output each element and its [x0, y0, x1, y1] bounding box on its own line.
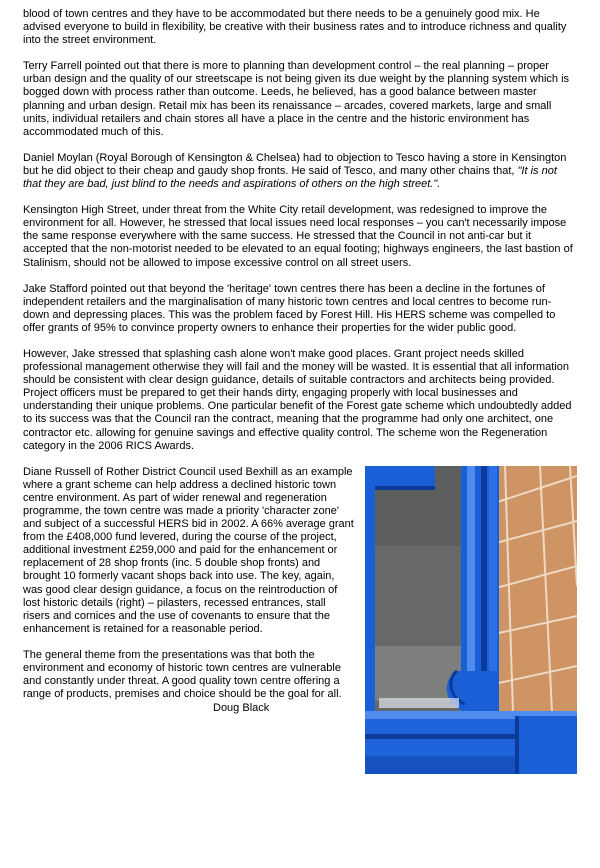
moylan-quote: "It is not that they are bad, just blind to the needs and aspirations of others on the high street.". [23, 164, 557, 191]
shopfront-pilaster-icon [365, 466, 577, 774]
paragraph-stafford: Jake Stafford pointed out that beyond the 'heritage' town centres there has been a decline in the fortunes of independent retailers and the marginalisation of many historic town centres and local centres to become run-down and depressing places. This was the problem faced by Forest Hill. His HERS scheme was compelled to offer grants of 95% to convince property owners to enhance their properties for the wider public good. [23, 282, 556, 334]
article-page [23, 8, 577, 715]
paragraph-jake: However, Jake stressed that splashing cash alone won't make good places. Grant project needs skilled professional management otherwise they will fail and the money will be wasted. It is essential that all information should be consistent with clear design guidance, details of suitable contractors and architects being provided. Project officers must be prepared to get their hands dirty, engaging properly with local businesses and understanding their unique problems. One particular benefit of the Forest gate scheme which undoubtedly added to its success was that the Council ran the contract, meaning that the programme had only one architect, one contractor etc. allowing for genuine savings and effective quality control. The scheme won the Regeneration category in the 2006 RICS Awards. [23, 347, 572, 452]
left-column [23, 466, 355, 716]
paragraph-farrell: Terry Farrell pointed out that there is more to planning than development control – the real planning – proper urban design and the quality of our streetscape is not being given its due weight by the planning system which is bogged down with process rather than outcome. Leeds, he believed, has a good balance between master planning and urban design. Retail mix has been its renaissance – arcades, covered markets, large and small units, individual retailers and chain stores all have a place in the centre and the historic environment has accommodated much of this. [23, 60, 570, 138]
paragraph-kensington: Kensington High Street, under threat from the White City retail development, was redesigned to improve the environment for all. However, he stressed that local issues need local responses – you can't necessarily impose the same response everywhere with the same success. He stressed that the Council in not anti-car but it accepted that the non-motorist needed to be elevated to an equal footing; highways engineers, the last bastion of Stalinism, should not be allowed to impose excessive control on all street users. [23, 204, 573, 269]
shopfront-photo [365, 466, 577, 774]
paragraph-intro: blood of town centres and they have to be accommodated but there needs to be a genuinely good mix. He advised everyone to build in flexibility, be creative with their business rates and to introduce richness and quality into the street environment. [23, 8, 567, 47]
moylan-text: Daniel Moylan (Royal Borough of Kensington & Chelsea) had to objection to Tesco having a store in Kensington but he did object to their cheap and gaudy shop fronts. He said of Tesco, and many other chains that, [23, 151, 567, 177]
lower-section [23, 466, 577, 716]
author-signoff: Doug Black [213, 702, 270, 715]
paragraph-russell: Diane Russell of Rother District Council used Bexhill as an example where a grant scheme can help address a declined historic town centre environment. As part of wider renewal and regeneration programme, the town centre was made a priority 'character zone' and subject of a successful HERS bid in 2002. A 66% average grant from the £408,000 fund levered, during the course of the project, additional investment £259,000 and paid for the enhancement or replacement of 28 shop fronts (inc. 5 double shop fronts) and brought 10 formerly vacant shops back into use. The key, again, was good clear design guidance, a focus on the reintroduction of lost historic details (right) – pilasters, recessed entrances, stall risers and cornices and the use of covenants to ensure that the enhancement is retained for a reasonable period. [23, 465, 354, 635]
paragraph-moylan [23, 152, 577, 191]
paragraph-theme: The general theme from the presentations was that both the environment and economy of historic town centres are vulnerable and constantly under threat. A good quality town centre offering a range of products, premises and choice should be the goal for all. [23, 648, 342, 701]
